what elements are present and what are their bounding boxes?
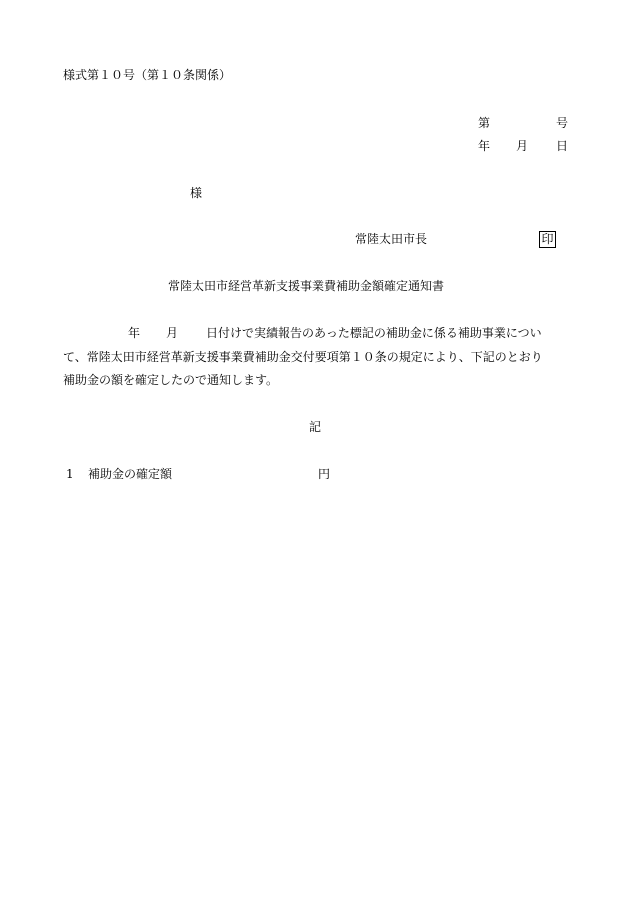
date-month: 月 xyxy=(516,139,529,153)
body-year: 年 xyxy=(128,326,141,340)
body-line-3: 補助金の額を確定したので通知します。 xyxy=(63,373,279,387)
document-number-go: 号 xyxy=(556,116,569,130)
item-1-number: 1 xyxy=(66,467,74,481)
body-line-1: 日付けで実績報告のあった標記の補助金に係る補助事業につい xyxy=(206,326,542,340)
body-month: 月 xyxy=(166,326,179,340)
ki-heading: 記 xyxy=(309,420,322,434)
seal-mark: 印 xyxy=(539,231,556,248)
document-title: 常陸太田市経営革新支援事業費補助金額確定通知書 xyxy=(168,279,445,293)
document-number-dai: 第 xyxy=(478,116,491,130)
item-1-unit: 円 xyxy=(318,467,331,481)
date-year: 年 xyxy=(478,139,491,153)
addressee-sama: 様 xyxy=(190,186,203,200)
item-1-label: 補助金の確定額 xyxy=(88,467,173,481)
body-line-2: て、常陸太田市経営革新支援事業費補助金交付要項第１０条の規定により、下記のとおり xyxy=(63,350,543,364)
sender-name: 常陸太田市長 xyxy=(355,232,428,246)
date-day: 日 xyxy=(556,139,569,153)
form-number: 様式第１０号（第１０条関係） xyxy=(63,68,232,82)
